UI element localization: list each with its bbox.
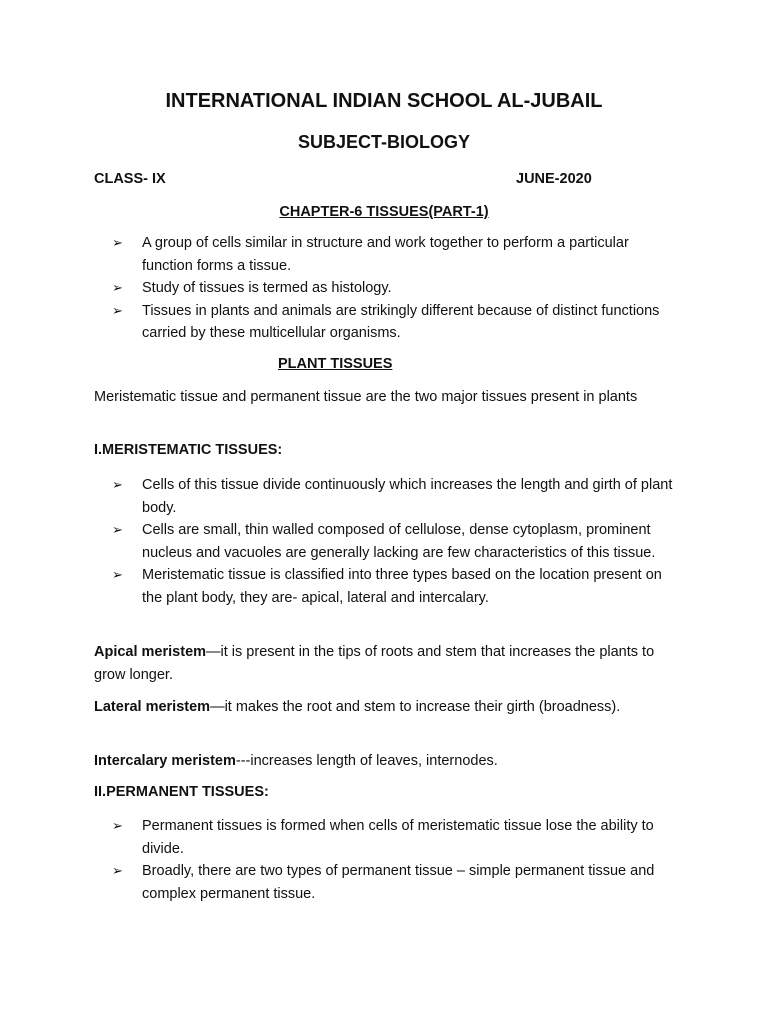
plant-tissues-intro: Meristematic tissue and permanent tissue are the two major tissues present in plants xyxy=(94,389,638,405)
intro-bullet-list xyxy=(112,232,682,345)
list-item: ➢ Tissues in plants and animals are strikingly different because of distinct functions carried by these multicellular organisms. xyxy=(112,300,682,345)
arrow-bullet-icon: ➢ xyxy=(112,863,123,878)
meristematic-bullet-list xyxy=(112,474,682,609)
list-item: ➢ A group of cells similar in structure and work together to perform a particular function forms a tissue. xyxy=(112,232,682,277)
list-item: ➢ Study of tissues is termed as histology. xyxy=(112,277,682,300)
list-item: ➢ Broadly, there are two types of permanent tissue – simple permanent tissue and complex permanent tissue. xyxy=(112,860,682,905)
list-item: ➢ Cells of this tissue divide continuously which increases the length and girth of plant body. xyxy=(112,474,682,519)
class-label: CLASS- IX xyxy=(94,171,166,187)
chapter-title: CHAPTER-6 TISSUES(PART-1) xyxy=(279,204,489,220)
list-item: ➢ Meristematic tissue is classified into three types based on the location present on the plant body, they are- apical, lateral and intercalary. xyxy=(112,564,682,609)
arrow-bullet-icon: ➢ xyxy=(112,522,123,537)
list-item: ➢ Cells are small, thin walled composed of cellulose, dense cytoplasm, prominent nucleus and vacuoles are generally lacking are few characteristics of this tissue. xyxy=(112,519,682,564)
permanent-bullet-list xyxy=(112,815,682,905)
arrow-bullet-icon: ➢ xyxy=(112,235,123,250)
apical-meristem-term: Apical meristem xyxy=(94,644,207,660)
apical-meristem-paragraph: Apical meristem—it is present in the tips of roots and stem that increases the plants to grow longer. xyxy=(94,644,655,683)
arrow-bullet-icon: ➢ xyxy=(112,477,123,492)
arrow-bullet-icon: ➢ xyxy=(112,567,123,582)
permanent-heading: II.PERMANENT TISSUES: xyxy=(94,784,269,800)
arrow-bullet-icon: ➢ xyxy=(112,280,123,295)
lateral-meristem-paragraph: Lateral meristem—it makes the root and stem to increase their girth (broadness). xyxy=(94,699,621,715)
meristematic-heading: I.MERISTEMATIC TISSUES: xyxy=(94,442,283,458)
school-title: INTERNATIONAL INDIAN SCHOOL AL-JUBAIL xyxy=(165,90,603,112)
subject-title: SUBJECT-BIOLOGY xyxy=(297,132,471,152)
date-label: JUNE-2020 xyxy=(516,171,592,187)
arrow-bullet-icon: ➢ xyxy=(112,302,123,318)
arrow-bullet-icon: ➢ xyxy=(112,818,123,833)
intercalary-meristem-term: Intercalary meristem xyxy=(94,753,236,769)
plant-tissues-heading: PLANT TISSUES xyxy=(278,356,393,372)
intercalary-meristem-paragraph: Intercalary meristem---increases length of leaves, internodes. xyxy=(94,753,498,769)
lateral-meristem-term: Lateral meristem xyxy=(94,699,211,715)
list-item: ➢ Permanent tissues is formed when cells of meristematic tissue lose the ability to divide. xyxy=(112,815,682,860)
